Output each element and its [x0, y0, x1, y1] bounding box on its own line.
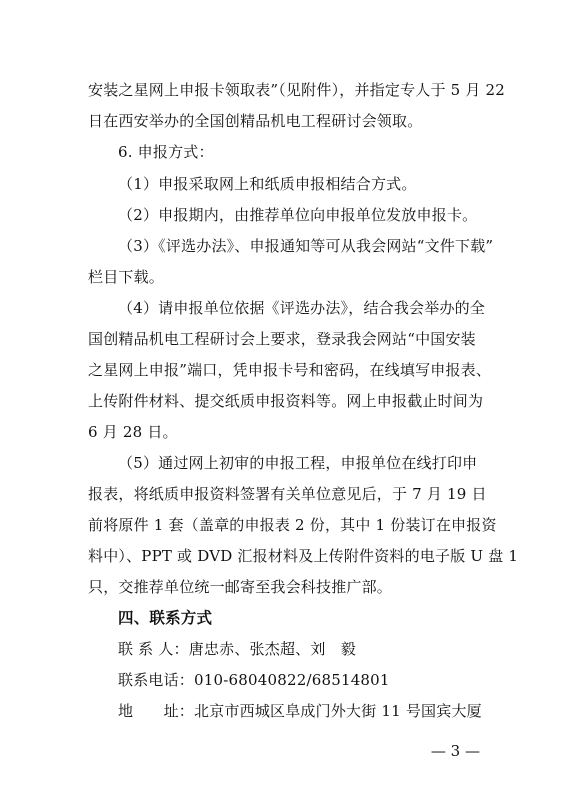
body-line: 6 月 28 日。 — [88, 423, 178, 441]
contact-label: 联系电话： — [118, 671, 195, 689]
contact-value: 唐忠赤、张杰超、刘 毅 — [188, 640, 356, 658]
body-line: （3）《评选办法》、申报通知等可从我会网站“文件下载” — [118, 237, 494, 255]
body-line: （1）申报采取网上和纸质申报相结合方式。 — [118, 175, 417, 193]
contact-person-row — [118, 638, 488, 660]
contact-value: 010-68040822/68514801 — [194, 671, 390, 689]
body-line: （4）请申报单位依据《评选办法》，结合我会举办的全 — [118, 299, 486, 317]
body-line: （2）申报期内，由推荐单位向申报单位发放申报卡。 — [118, 206, 478, 224]
body-line: 栏目下载。 — [88, 268, 165, 286]
body-line: 安装之星网上申报卡领取表”（见附件），并指定专人于 5 月 22 — [88, 81, 506, 99]
contact-address-row — [118, 700, 490, 722]
body-line: 前将原件 1 套（盖章的申报表 2 份，其中 1 份装订在申报资 — [88, 516, 497, 534]
body-line: 国创精品机电工程研讨会上要求，登录我会网站“中国安装 — [88, 330, 476, 348]
body-line: 日在西安举办的全国创精品机电工程研讨会领取。 — [88, 112, 423, 130]
contact-value: 北京市西城区阜成门外大街 11 号国宾大厦 — [194, 702, 482, 720]
page-number: — 3 — — [430, 742, 480, 760]
contact-phone-row — [118, 669, 488, 691]
contact-label: 联 系 人： — [118, 640, 189, 658]
body-line: 上传附件材料、提交纸质申报资料等。网上申报截止时间为 — [88, 392, 484, 410]
section-heading: 四、联系方式 — [118, 609, 213, 627]
body-line: 之星网上申报”端口，凭申报卡号和密码，在线填写申报表、 — [88, 361, 492, 379]
body-line: 报表，将纸质申报资料签署有关单位意见后，于 7 月 19 日 — [88, 485, 487, 503]
item-heading: 6. 申报方式： — [118, 143, 214, 161]
body-line: （5）通过网上初审的申报工程，申报单位在线打印申 — [118, 454, 478, 472]
contact-label: 地 址： — [118, 702, 195, 720]
body-line: 料中）、PPT 或 DVD 汇报材料及上传附件资料的电子版 U 盘 1 — [88, 547, 519, 565]
body-line: 只，交推荐单位统一邮寄至我会科技推广部。 — [88, 578, 393, 596]
